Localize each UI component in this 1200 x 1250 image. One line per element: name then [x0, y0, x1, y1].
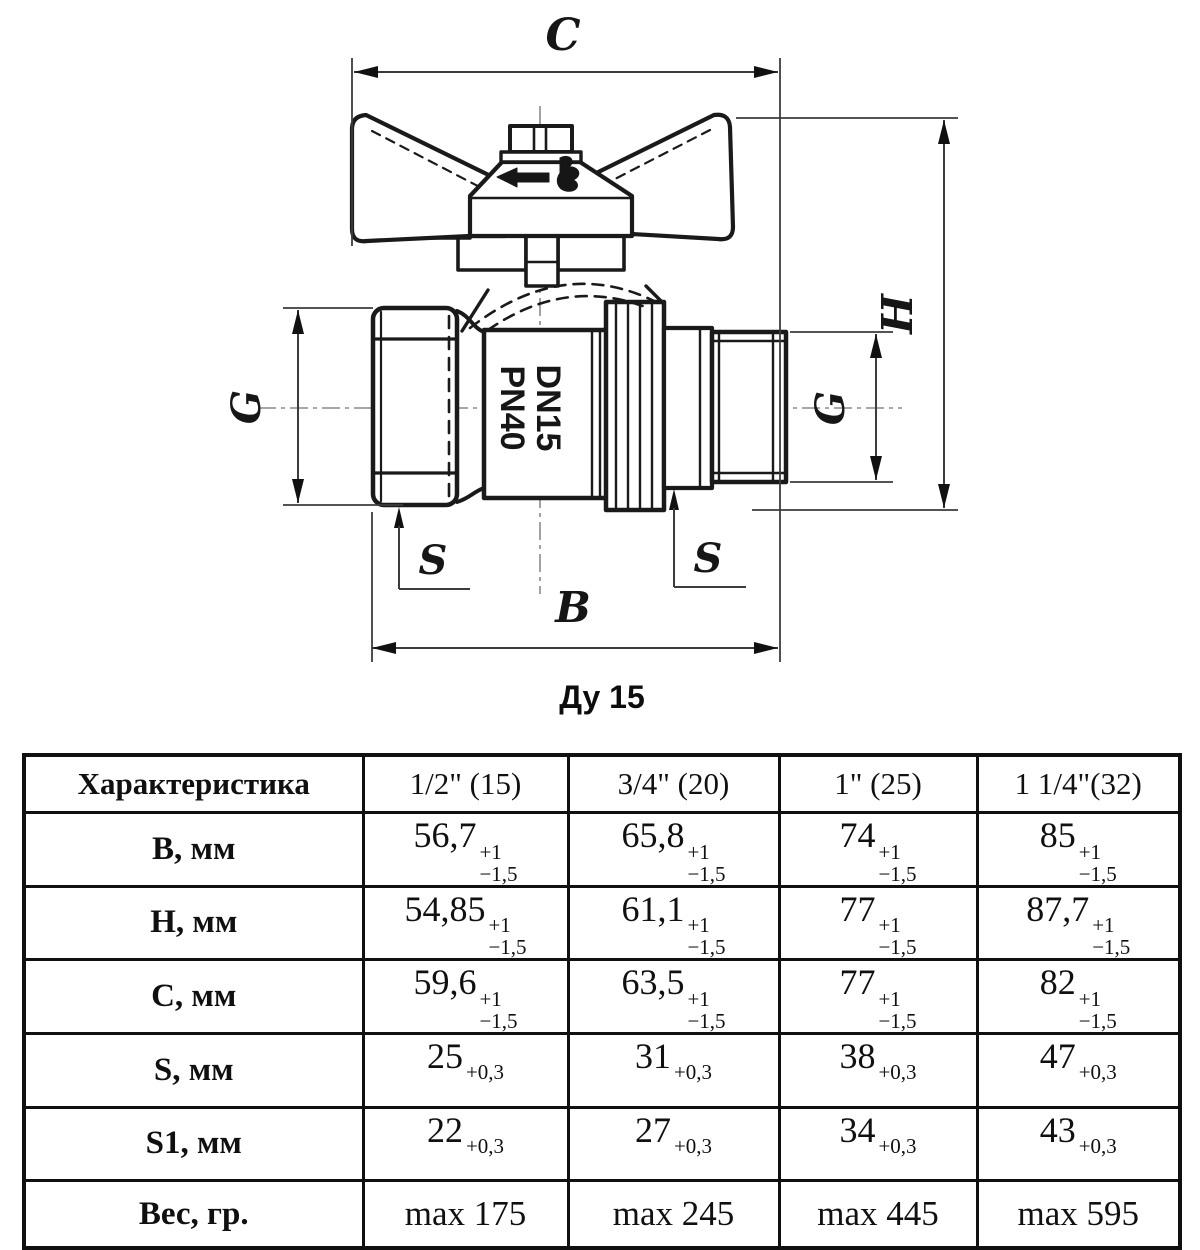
value-cell: 74 +1 −1,5: [779, 813, 977, 887]
value-cell: 25 +0,3: [363, 1033, 568, 1107]
value-cell: 54,85 +1 −1,5: [363, 886, 568, 960]
value-cell: 38 +0,3: [779, 1033, 977, 1107]
union-nut-rings: [606, 302, 664, 510]
value-cell: 43 +0,3: [977, 1107, 1180, 1181]
header-size-1: 1/2" (15): [363, 755, 568, 813]
value-cell: 22 +0,3: [363, 1107, 568, 1181]
header-size-4: 1 1/4"(32): [977, 755, 1180, 813]
table-row-weight: [24, 1181, 1180, 1249]
value-cell: 59,6 +1 −1,5: [363, 960, 568, 1034]
header-size-2: 3/4" (20): [568, 755, 779, 813]
value-cell: 87,7 +1 −1,5: [977, 886, 1180, 960]
value-cell: 47 +0,3: [977, 1033, 1180, 1107]
table-row-c: [24, 960, 1180, 1034]
dim-label-s-left: S: [418, 537, 448, 584]
row-label: S, мм: [24, 1033, 363, 1107]
row-label: В, мм: [24, 813, 363, 887]
value-cell: 65,8 +1 −1,5: [568, 813, 779, 887]
row-label: С, мм: [24, 960, 363, 1034]
row-label: Вес, гр.: [24, 1181, 363, 1249]
row-label: S1, мм: [24, 1107, 363, 1181]
value-cell: 82 +1 −1,5: [977, 960, 1180, 1034]
value-cell: max 245: [568, 1181, 779, 1249]
value-cell: 63,5 +1 −1,5: [568, 960, 779, 1034]
dim-label-h: H: [873, 294, 922, 334]
header-characteristic: Характеристика: [24, 755, 363, 813]
value-cell: 77 +1 −1,5: [779, 886, 977, 960]
drawing-caption: Ду 15: [559, 679, 645, 715]
dim-label-g-right: G: [807, 390, 854, 426]
dim-label-b: B: [555, 583, 591, 632]
valve-handle: [352, 115, 733, 286]
svg-text:PN40: PN40: [493, 365, 531, 451]
left-union-nut: [373, 308, 457, 505]
table-row-s1: [24, 1107, 1180, 1181]
hex-flange: [664, 328, 712, 488]
value-cell: 77 +1 −1,5: [779, 960, 977, 1034]
value-cell: max 445: [779, 1181, 977, 1249]
valve-body: [373, 284, 786, 510]
value-cell: 85 +1 −1,5: [977, 813, 1180, 887]
dim-label-g-left: G: [223, 389, 270, 425]
stem-assembly: [458, 236, 624, 286]
table-row-h: [24, 886, 1180, 960]
table-header-row: [24, 755, 1180, 813]
male-thread-end: [712, 332, 786, 482]
dim-label-c: C: [545, 10, 581, 61]
value-cell: max 595: [977, 1181, 1180, 1249]
table-row-b: [24, 813, 1180, 887]
value-cell: 56,7 +1 −1,5: [363, 813, 568, 887]
dim-label-s-right: S: [693, 535, 723, 582]
value-cell: max 175: [363, 1181, 568, 1249]
value-cell: 27 +0,3: [568, 1107, 779, 1181]
value-cell: 34 +0,3: [779, 1107, 977, 1181]
svg-text:DN15: DN15: [529, 364, 567, 452]
row-label: Н, мм: [24, 886, 363, 960]
table-row-s: [24, 1033, 1180, 1107]
value-cell: 31 +0,3: [568, 1033, 779, 1107]
spec-table: [22, 753, 1182, 1250]
value-cell: 61,1 +1 −1,5: [568, 886, 779, 960]
body-marking: [493, 365, 567, 452]
header-size-3: 1" (25): [779, 755, 977, 813]
